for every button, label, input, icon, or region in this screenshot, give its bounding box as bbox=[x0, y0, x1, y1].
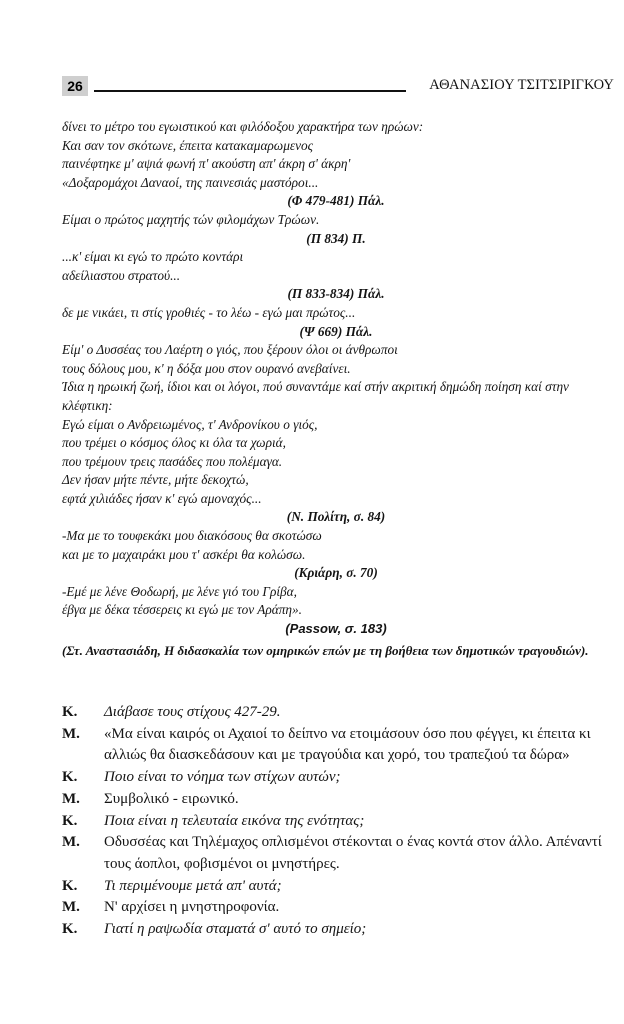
running-header-author: ΑΘΑΝΑΣΙΟΥ ΤΣΙΤΣΙΡΙΓΚΟΥ bbox=[429, 77, 614, 93]
verse-line: -Εμέ με λένε Θοδωρή, με λένε γιό του Γρίβα, bbox=[62, 583, 297, 599]
answer-text: Συμβολικό - ειρωνικό. bbox=[104, 790, 239, 807]
verse-line: -Μα με το τουφεκάκι μου διακόσους θα σκοτώσω bbox=[62, 528, 322, 544]
verse-line: Δεν ήσαν μήτε πέντε, μήτε δεκοχτώ, bbox=[62, 472, 249, 488]
verse-line: που τρέμει ο κόσμος όλος κι όλα τα χωριά, bbox=[62, 435, 286, 451]
dialogue-row bbox=[62, 832, 618, 875]
answer-text: Οδυσσέας και Τηλέμαχος οπλισμένοι στέκονται ο ένας κοντά στον άλλο. Απέναντί τους άοπλοι, φοβισμένοι οι μνηστήρες. bbox=[104, 834, 602, 872]
citation: (Κριάρη, σ. 70) bbox=[294, 565, 378, 581]
verse-line: έβγα με δέκα τέσσερεις κι εγώ με τον Αράπη». bbox=[62, 602, 302, 618]
speaker-label: Μ. bbox=[62, 790, 80, 807]
speaker-label: Κ. bbox=[62, 921, 78, 938]
speaker-label: Μ. bbox=[62, 834, 80, 851]
speaker-label: Κ. bbox=[62, 877, 78, 894]
question-text: Γιατί η ραψωδία σταματά σ' αυτό το σημείο; bbox=[104, 921, 367, 938]
prose-line: Ίδια η ηρωική ζωή, ίδιοι και οι λόγοι, πού συναντάμε καί στήν ακριτική δημώδη ποίηση καί στην κλέφτικη: bbox=[62, 379, 569, 413]
header-rule bbox=[94, 90, 406, 92]
citation: (Π 833-834) Πάλ. bbox=[287, 286, 385, 302]
speaker-label: Κ. bbox=[62, 769, 78, 786]
question-text: Διάβασε τους στίχους 427-29. bbox=[104, 704, 281, 720]
verse-line: Και σαν τον σκότωνε, έπειτα κατακαμαρωμενος bbox=[62, 137, 314, 153]
source-note: (Στ. Αναστασιάδη, Η διδασκαλία των ομηρικών επών με τη βοήθεια των δημοτικών τραγουδιών). bbox=[62, 642, 589, 658]
citation: (Ν. Πολίτη, σ. 84) bbox=[286, 509, 386, 525]
dialogue-row bbox=[62, 811, 618, 833]
speaker-label: Κ. bbox=[62, 812, 78, 829]
verse-line: Είμαι ο πρώτος μαχητής τών φιλομάχων Τρώων. bbox=[62, 211, 320, 227]
dialogue-section bbox=[62, 702, 618, 941]
dialogue-row bbox=[62, 919, 618, 941]
question-text: Τι περιμένουμε μετά απ' αυτά; bbox=[104, 877, 282, 894]
verse-line: δε με νικάει, τι στίς γροθιές - το λέω - εγώ μαι πρώτος... bbox=[62, 304, 356, 320]
speaker-label: Μ. bbox=[62, 899, 80, 916]
verse-line: δίνει το μέτρο του εγωιστικού και φιλόδοξου χαρακτήρα των ηρώων: bbox=[62, 119, 424, 134]
verse-line: Είμ' ο Δυσσέας του Λαέρτη ο γιός, που ξέρουν όλοι οι άνθρωποι bbox=[62, 342, 398, 358]
verse-line: παινέφτηκε μ' αψιά φωνή π' ακούστη απ' άκρη σ' άκρη' bbox=[62, 156, 351, 172]
citation: (Π 834) Π. bbox=[306, 230, 366, 246]
verse-line: και με το μαχαιράκι μου τ' ασκέρι θα κολώσω. bbox=[62, 546, 306, 562]
dialogue-row bbox=[62, 876, 618, 898]
quoted-passages bbox=[62, 118, 610, 659]
answer-text: Ν' αρχίσει η μνηστηροφονία. bbox=[104, 899, 280, 916]
question-text: Ποιο είναι το νόημα των στίχων αυτών; bbox=[104, 769, 341, 786]
page-number: 26 bbox=[62, 76, 88, 96]
dialogue-row bbox=[62, 724, 618, 767]
verse-line: που τρέμουν τρεις πασάδες που πολέμαγα. bbox=[62, 453, 283, 469]
dialogue-row bbox=[62, 789, 618, 811]
question-text: Ποια είναι η τελευταία εικόνα της ενότητας; bbox=[104, 812, 365, 829]
citation: (Ψ 669) Πάλ. bbox=[299, 323, 373, 339]
citation: (Passow, σ. 183) bbox=[285, 621, 387, 637]
dialogue-row bbox=[62, 767, 618, 789]
speaker-label: Κ. bbox=[62, 704, 78, 720]
dialogue-row bbox=[62, 702, 618, 724]
verse-line: Εγώ είμαι ο Ανδρειωμένος, τ' Ανδρονίκου ο γιός, bbox=[62, 416, 318, 432]
verse-line: αδείλιαστου στρατού... bbox=[62, 267, 181, 283]
verse-line: εφτά χιλιάδες ήσαν κ' εγώ αμοναχός... bbox=[62, 490, 262, 506]
speaker-label: Μ. bbox=[62, 725, 80, 742]
dialogue-row bbox=[62, 897, 618, 919]
citation: (Φ 479-481) Πάλ. bbox=[287, 193, 385, 209]
verse-line: «Δοξαρομάχοι Δαναοί, της παινεσιάς μαστόροι... bbox=[62, 174, 319, 190]
verse-line: ...κ' είμαι κι εγώ το πρώτο κοντάρι bbox=[62, 249, 244, 265]
answer-text: «Μα είναι καιρός οι Αχαιοί το δείπνο να ετοιμάσουν όσο που φέγγει, κι έπειτα κι αλλιώς θα διασκεδάσουν και με τραγούδια και χορό, του τραπεζιού τα δώρα» bbox=[104, 725, 591, 764]
verse-line: τους δόλους μου, κ' η δόξα μου στον ουρανό ανεβαίνει. bbox=[62, 360, 351, 376]
